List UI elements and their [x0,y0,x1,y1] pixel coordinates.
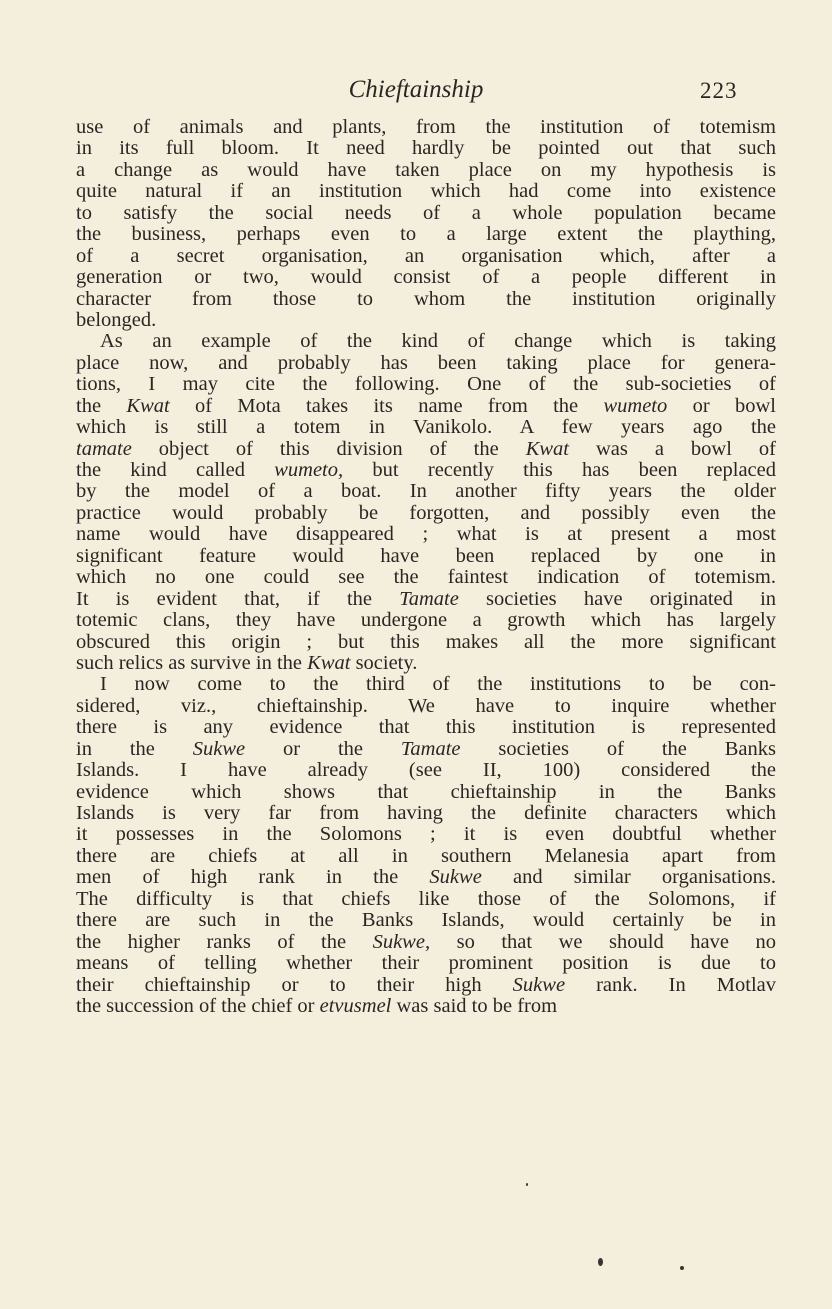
text-line [76,760,776,781]
italic-term: tamate [76,437,132,460]
scan-speck [526,1183,528,1186]
text-segment: means of telling whether their prominent position is due to [76,952,776,975]
text-segment: there are chiefs at all in southern Melanesia apart from [76,844,776,867]
text-line [76,846,776,867]
italic-term: Kwat [525,437,569,460]
text-segment: belonged. [76,308,157,331]
text-segment: in the [76,737,193,760]
text-segment: such relics as survive in the [76,651,308,674]
text-line [76,439,776,460]
italic-term: Tamate [399,587,459,610]
text-line [76,803,776,824]
text-line [76,674,776,695]
italic-term: Sukwe [429,866,482,889]
scan-speck [598,1258,603,1266]
text-segment: their chieftainship or to their high [76,973,513,996]
text-segment: to satisfy the social needs of a whole population became [76,201,776,224]
text-line [76,224,776,245]
text-segment: so that we should have no [430,930,776,953]
paragraph [76,331,776,674]
text-segment: by the model of a boat. In another fifty years the older [76,480,776,503]
text-segment: totemic clans, they have undergone a growth which has largely [76,609,776,632]
text-segment: tions, I may cite the following. One of the sub-societies of [76,373,776,396]
text-segment: the kind called [76,459,275,481]
text-line [76,653,776,674]
page-body [76,117,776,1017]
text-line [76,138,776,159]
page-number: 223 [700,78,738,103]
text-line [76,696,776,717]
text-line [76,117,776,138]
text-segment: As an example of the kind of change which is taking [100,330,776,353]
text-line [76,717,776,738]
text-segment: but recently this has been replaced [343,459,776,481]
text-line [76,460,776,481]
scan-speck [680,1266,684,1270]
text-segment: which no one could see the faintest indication of totemism. [76,566,776,589]
text-segment: significant feature would have been replaced by one in [76,544,776,567]
text-segment: or bowl [667,394,777,417]
text-segment: practice would probably be forgotten, and possibly even the [76,501,776,524]
text-line [76,824,776,845]
text-segment: use of animals and plants, from the institution of totemism [76,116,776,138]
italic-term: wumeto, [274,459,344,481]
text-line [76,417,776,438]
paragraph [76,117,776,331]
text-line [76,310,776,331]
text-line [76,331,776,352]
text-segment: obscured this origin ; but this makes all the more significant [76,630,776,653]
text-line [76,975,776,996]
text-segment: of Mota takes its name from the [169,394,604,417]
text-line [76,481,776,502]
text-segment: Islands. I have already (see II, 100) considered the [76,759,776,782]
text-line [76,739,776,760]
text-line [76,632,776,653]
text-line [76,889,776,910]
paragraph [76,674,776,1017]
text-line [76,246,776,267]
text-segment: The difficulty is that chiefs like those of the Solomons, if [76,887,776,910]
italic-term: wumeto [603,394,668,417]
italic-term: Kwat [126,394,170,417]
text-segment: a change as would have taken place on my hypothesis is [76,158,776,181]
text-line [76,374,776,395]
text-segment: object of this division of the [131,437,526,460]
text-segment: men of high rank in the [76,866,430,889]
italic-term: Sukwe [192,737,246,760]
text-segment: name would have disappeared ; what is at present a most [76,523,776,546]
text-segment: society. [350,651,418,674]
text-segment: It is evident that, if the [76,587,400,610]
text-segment: Islands is very far from having the definite characters which [76,802,776,824]
text-segment: was said to be from [391,994,558,1017]
italic-term: Kwat [307,651,351,674]
text-segment: societies have originated in [458,587,777,610]
text-segment: rank. In Motlav [565,973,776,996]
text-line [76,267,776,288]
text-line [76,996,776,1017]
text-line [76,610,776,631]
text-segment: there is any evidence that this institution is represented [76,716,776,739]
text-segment: quite natural if an institution which had come into existence [76,180,776,203]
text-line [76,910,776,931]
text-line [76,396,776,417]
text-line [76,503,776,524]
text-segment: or the [245,737,401,760]
text-line [76,181,776,202]
text-segment: the business, perhaps even to a large extent the plaything, [76,223,776,246]
text-segment: the succession of the chief or [76,994,320,1017]
text-line [76,782,776,803]
text-segment: was a bowl of [568,437,776,460]
text-line [76,524,776,545]
text-segment: there are such in the Banks Islands, would certainly be in [76,909,776,932]
text-line [76,160,776,181]
text-segment: generation or two, would consist of a people different in [76,266,776,289]
italic-term: Sukwe [512,973,566,996]
text-segment: the [76,394,127,417]
text-line [76,953,776,974]
italic-term: etvusmel [319,994,392,1017]
text-segment: societies of the Banks [460,737,776,760]
text-segment: the higher ranks of the [76,930,373,953]
text-segment: character from those to whom the institution originally [76,287,776,310]
text-segment: place now, and probably has been taking place for genera- [76,351,776,374]
text-segment: I now come to the third of the institutions to be con- [100,673,776,696]
text-segment: of a secret organisation, an organisation which, after a [76,244,776,267]
running-title: Chieftainship [348,76,484,103]
text-line [76,203,776,224]
text-segment: evidence which shows that chieftainship in the Banks [76,780,776,803]
text-segment: sidered, viz., chieftainship. We have to inquire whether [76,694,776,717]
italic-term: Sukwe, [372,930,431,953]
text-line [76,932,776,953]
italic-term: Tamate [400,737,461,760]
text-segment: and similar organisations. [481,866,776,889]
text-segment: in its full bloom. It need hardly be pointed out that such [76,137,776,160]
text-line [76,589,776,610]
text-segment: which is still a totem in Vanikolo. A few years ago the [76,416,776,439]
text-segment: it possesses in the Solomons ; it is even doubtful whether [76,823,776,846]
text-line [76,353,776,374]
text-line [76,867,776,888]
text-line [76,289,776,310]
text-line [76,567,776,588]
text-line [76,546,776,567]
